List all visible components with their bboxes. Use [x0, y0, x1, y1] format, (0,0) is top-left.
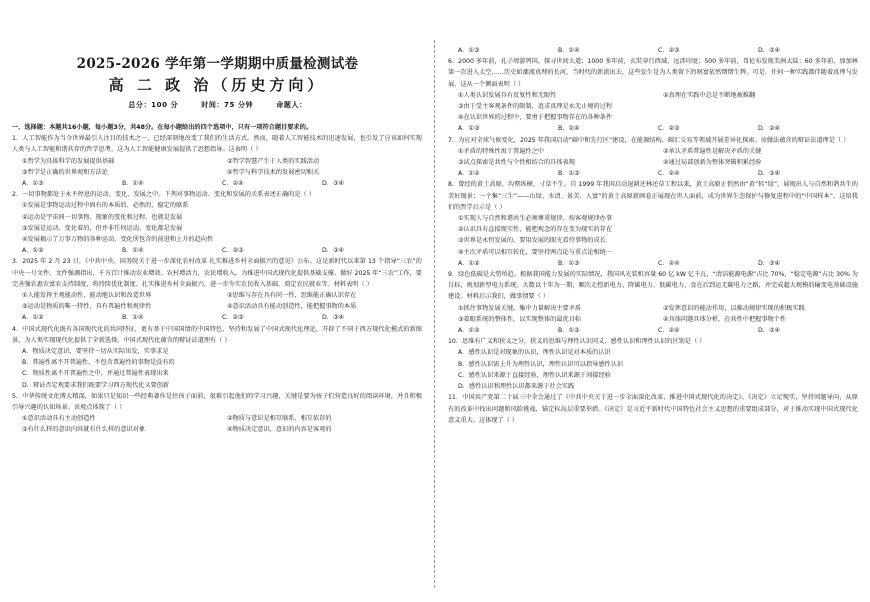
- right-body: [448, 45, 858, 426]
- total-score: 总分：100 分: [128, 101, 179, 109]
- question-10: 10．思维有广义和狭义之分，狭义的思维与理性认识同义，感性认识和理性认识的区别是（ ）: [448, 338, 706, 346]
- answer-option[interactable]: A．感性认识是对现象的认识，理性认识是对本质的认识: [458, 349, 611, 357]
- question-8: 8．曾经的黄土高原，沟壑纵横、寸草不生。自 1999 年我国启动退耕还林还草工程以来，黄土高原正悄然由“黄”转“绿”，展现出人与自然和谐共生的美好图景；一个集“三生”——山绿、水清、景美、人富”的黄土高原新画卷正展现在世人面前，成为世界生态保护与修复进程中的“中国样本”。这给我们的哲学启示是（ ）: [448, 181, 858, 211]
- answer-option[interactable]: A．①③: [458, 125, 480, 133]
- question-3: 3．2025 年 2 月 23 日，《中共中央、国务院关于进一步深化农村改革 扎实推进乡村全面振兴的意见》公布。这是新时代以来第 13 个指导“三农”的中央一号文件。文件强调指出，千方百计推动农业增效、农村增活力，农民增收入，为推进中国式现代化提供基础支撑。做好 2025 年“三农”工作，要完善强农惠农富农支持制度，将持续优化制度、扎实推进乡村全面振兴，进一步夯实农民收入基础，奠定农民就业等。材料表明（ ）: [12, 258, 422, 288]
- column-divider: [434, 40, 435, 588]
- q9-statement: ④具体问题具体分析，在共性中把握事物个性: [663, 315, 787, 323]
- q7-statement: ②承认矛盾普遍性是解决矛盾的关键: [663, 147, 762, 155]
- q7-statement: ④通过局部创新为整体突破积累经验: [663, 159, 762, 167]
- question-9: 9．绿色低碳是大势所趋。根据我国能力发展的实际情况，我国风光装机容量 60 亿 kW 亿千瓦，“清洁能源电源”占比 70%，“稳定电源”占比 30% 为目标，规划新型电力系统。大数以十年为一期，顺次走控新电力、降碳电力、低碳电力，食在后到运无碳电力之路，并完成超大规模的输变电基础设施建设。材料启示我们，做事情要（ ）: [448, 271, 858, 301]
- answer-option[interactable]: D．感性认识和理性认识都来源于社会实践: [458, 383, 575, 391]
- q7-statement: ①矛盾的特殊性寓于普遍性之中: [458, 147, 544, 155]
- answer-option[interactable]: B．①④: [122, 180, 144, 188]
- q2-statement: ④发展揭示了万事万物的各种运动、变化所包含的前进和上升的趋向性: [22, 236, 214, 244]
- q5-statement: ①意识活动具有主动创造性: [22, 415, 96, 423]
- answer-option[interactable]: C．②④: [658, 259, 680, 267]
- answer-option[interactable]: C．②③: [222, 314, 244, 322]
- answer-option[interactable]: B．①④: [122, 314, 144, 322]
- question-11: 11．中国共产党第二十届三中全会通过了《中共中央关于进一步全面深化改革、推进中国式现代化的决定》。《决定》立足现实，坚持问题导向，从原有的改革中找出问题和风险挑战，锚定标高层重要举措。《决定》是习近平新时代中国特色社会主义思想的重要组成部分，对于推动实现中国式现代化意义重大。这体现了（ ）: [448, 394, 858, 424]
- q9-statement: ③着眼系统的整体性，以实现整体的最优目标: [458, 315, 582, 323]
- question-6: 6．2000 多年前，孔子周游列国，探寻世间大道；1000 多年前，玄奘穿行西域，远涉印度；500 多年前，哥伦布发现美洲大陆；60 多年前，加加林第一次进入太空……历史如潮流真理的长河，当时代的新流出去，这些发生是为人类留下的财富依然熠熠生辉。可是，任何一种实践都伴随着真理与发展，这从一个侧面表明（ ）: [448, 58, 858, 88]
- answer-option[interactable]: B．①④: [122, 247, 144, 255]
- q3-statement: ①人能发挥主观能动性，能动地认识和改造世界: [22, 292, 152, 300]
- answer-option[interactable]: D．③④: [758, 259, 781, 267]
- answer-option[interactable]: D．③④: [758, 170, 781, 178]
- q1-statement: ④哲学与科学技术的发展密切相关: [227, 168, 320, 176]
- q9-statement: ②发挥意识的能动作用，以推动规律实现的积极实践: [663, 304, 805, 312]
- exam-title: 2025-2026 学年第一学期期中质量检测试卷: [76, 56, 359, 72]
- q1-answers: [12, 178, 422, 189]
- question-1: 1．人工智能作为当今世界最引人注目的技术之一，已经深刻地改变了我们的生活方式。然而，随着人工智能技术的迅速发展，也引发了应该如何实现人类与人工智能和谐共存的哲学思考，这为人工智能健康发展提供了思想指导。这表明（ ）: [12, 135, 422, 154]
- answer-option[interactable]: A．①②: [458, 327, 480, 335]
- q2-statement: ③发展是运动、变化着的，但并非任何运动、变化都是发展: [22, 224, 183, 232]
- q6-statement: ②真理在实践中总是不断地被推翻: [663, 91, 756, 99]
- answer-option[interactable]: B．普遍性离不开普遍性，不包含普遍性的事物是没有的: [22, 359, 175, 367]
- question-4: 4．中国式现代化既有各国现代化的共同特征，更有基于中国国情的中国特色，坚持和发展了中国式现代化理论，开辟了不同于西方现代化模式的新图景，为人类实现现代化提供了全新选择。中国式现代化蕴含的辩证法道理有（ ）: [12, 325, 422, 344]
- q8-statement: ①实现人与自然和谐共生必须尊重规律、按客观规律办事: [458, 215, 613, 223]
- question-7: 7．为应对全球气候变化，2025 年我国启动“碳中和先行区”建设，在能源结构、碳汇交易等领域开展差异化探索。该做法蕴含的辩证法道理是（ ）: [448, 136, 850, 144]
- answer-option[interactable]: D．③④: [758, 327, 781, 335]
- answer-option[interactable]: D．②④: [758, 125, 781, 133]
- exam-time: 时间：75 分钟: [201, 101, 254, 109]
- answer-option[interactable]: C．②③: [222, 247, 244, 255]
- q2-statement: ②运动是宇宙间一切事物、现象的变化和过程，也就是发展: [22, 213, 183, 221]
- answer-option[interactable]: D．③④: [322, 314, 345, 322]
- question-2: 2．一切事物都处于永不停息的运动、变化、发展之中。下列对事物运动、变化和发展的关系表述正确的是（ ）: [12, 191, 315, 199]
- answer-option[interactable]: C．②④: [658, 170, 680, 178]
- answer-option[interactable]: A．①②: [458, 170, 480, 178]
- answer-option[interactable]: A．①②: [22, 314, 44, 322]
- q9-statements: [448, 303, 858, 325]
- q3-statement: ③运动是物质的唯一特性，具有普遍性和规律性: [22, 303, 152, 311]
- q1-statement: ①哲学为具体科学的发展提供基础: [22, 157, 115, 165]
- q9-statement: ①抓住事物发展关键，集中力量解决主要矛盾: [458, 304, 582, 312]
- q1-statements: [12, 156, 422, 178]
- answer-option[interactable]: C．②④: [658, 327, 680, 335]
- exam-subtitle: 高 二 政 治（历史方向）: [108, 76, 327, 94]
- q8-statement: ④主次矛盾可以相互转化，要坚持两点论与重点论相统一: [458, 248, 613, 256]
- answer-option[interactable]: C．②④: [222, 180, 244, 188]
- q5-statement: ②物质与意识是相互联系、相互依存的: [227, 415, 332, 423]
- q7-statements: [448, 146, 858, 168]
- q5-answers: [448, 45, 858, 56]
- answer-option[interactable]: A．①③: [22, 180, 44, 188]
- q8-answers: [448, 258, 858, 269]
- answer-option[interactable]: A．①②: [458, 259, 480, 267]
- answer-option[interactable]: C．②③: [658, 47, 680, 54]
- q3-statements: [12, 290, 422, 312]
- answer-option[interactable]: B．①④: [558, 125, 580, 133]
- answer-option[interactable]: D．③④: [322, 180, 345, 188]
- q8-statement: ③世界是永恒发展的，要用发展的眼光看待事物的成长: [458, 237, 606, 245]
- left-body: [12, 122, 422, 436]
- q2-statement: ①发展是事物运动过程中固有的本质的、必然的、稳定的联系: [22, 202, 189, 210]
- question-5: 5．中华传统文化博大精深，如果只是知识一些经典著作是往孩子面前，很难引起他们的学习兴趣，关键是要为孩子们营造良好的阅读环境，并且积极引导兴趣的认知场景。该观点体现了（ ）: [12, 392, 422, 412]
- q8-statement: ②认识具有直接现实性，能把观念的存在变为现实的存在: [458, 226, 613, 234]
- answer-option[interactable]: D．③④: [758, 47, 781, 54]
- q6-answers: [448, 123, 858, 134]
- answer-option[interactable]: B．①④: [558, 47, 580, 54]
- q6-statement: ④在认识世界的过程中，要勇于把握事物存在的各种条件: [458, 114, 613, 122]
- q5-statements: [12, 413, 422, 435]
- answer-option[interactable]: A．物质决定意识，要坚持一切从实际出发，实事求是: [22, 348, 169, 356]
- q6-statements: [448, 90, 858, 101]
- q3-answers: [12, 312, 422, 323]
- q7-statement: ③试点探索是共性与个性相结合的具体表现: [458, 159, 575, 167]
- answer-option[interactable]: A．①②: [22, 247, 44, 255]
- q3-statement: ②思维与存在具有同一性，思维能正确认识存在: [227, 292, 357, 300]
- answer-option[interactable]: D．③④: [322, 247, 345, 255]
- q9-answers: [448, 325, 858, 336]
- answer-option[interactable]: B．感性认识需上升为理性认识，理性认识可以指导感性认识: [458, 360, 624, 368]
- q1-statement: ②哲学智慧产生于人类的实践活动: [227, 157, 320, 165]
- q5-statement: ④物质决定意识，意识的内容是客观的: [227, 426, 332, 434]
- answer-option[interactable]: A．①③: [458, 47, 480, 54]
- section-heading: 一、选择题：本题共16小题，每小题3分，共48分。在每小题给出的四个选项中，只有一项符合题目要求的。: [12, 124, 312, 131]
- answer-option[interactable]: D．辩证否定观要求我们既要学习西方现代化又要创新: [22, 381, 170, 389]
- q5-statement: ③有什么样的意识内容就有什么样的意识对象: [22, 426, 146, 434]
- answer-option[interactable]: C．感性认识来源于直接经验，理性认识来源于间接经验: [458, 371, 611, 379]
- answer-option[interactable]: B．①③: [558, 259, 580, 267]
- answer-option[interactable]: B．①③: [558, 170, 580, 178]
- q1-statement: ③哲学是正确的世界观和方法论: [22, 168, 108, 176]
- answer-option[interactable]: B．①③: [558, 327, 580, 335]
- q6-statement: ③由于受主客观条件的限制，追求真理是永无止境的过程: [458, 103, 613, 111]
- q7-answers: [448, 168, 858, 179]
- answer-option[interactable]: C．②③: [658, 125, 680, 133]
- exam-author: 命题人：: [276, 101, 307, 109]
- exam-meta: [0, 100, 435, 110]
- q3-statement: ④意识活动具有能动创造性，能把握事物的本质: [227, 303, 357, 311]
- q2-answers: [12, 245, 422, 256]
- answer-option[interactable]: C．物质性离不开普遍性之中，并通过普遍性表现出来: [22, 370, 169, 378]
- q6-statement: ①人类认识发展具有反复性和无限性: [458, 91, 557, 99]
